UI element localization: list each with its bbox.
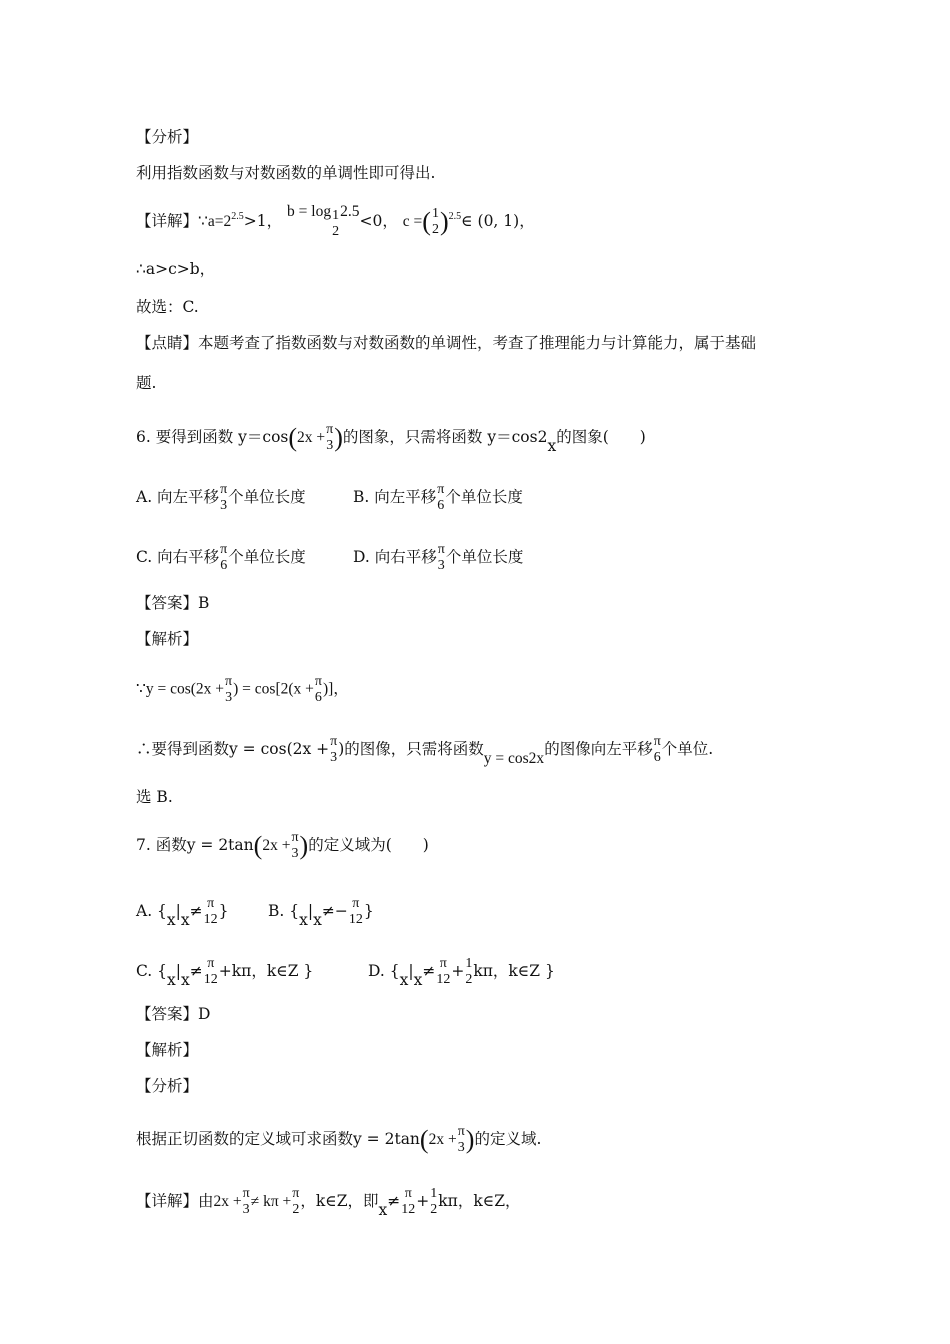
q7-option-c [136,956,313,988]
q7-d-end: kπ，k∈Z } [473,962,555,980]
question-6: 6. 要得到函数 y＝cos(2x + π 3 )的图象，只需将函数 y＝cos2x的图象( ) [136,422,646,455]
expr-b: b = log [287,203,332,220]
sol6-2-pre: ∴要得到函数y = cos(2x + [136,740,330,758]
q6-d-den: 3 [437,558,445,573]
analysis-7-text: 【分析】 [136,1077,199,1095]
sol7-1-num: π [457,1124,465,1139]
q6-c-den: 6 [220,558,228,573]
q7-den: 3 [291,846,299,861]
q7-d-neq: ≠ [422,962,436,980]
q7-stem-start: 7. 函数y = 2tan [136,836,254,854]
therefore-text: ∴a>c>b， [136,260,216,278]
q7-d-den: 12 [436,972,451,987]
q7-d-frac2 [465,956,472,988]
analysis-sentence: 利用指数函数与对数函数的单调性即可得出. [136,164,436,182]
expr-a: ∵a=2 [198,213,232,230]
sol6-2-mid2: 的图像向左平移 [544,740,653,758]
comment-text: 本题考查了指数函数与对数函数的单调性，考查了推理能力与计算能力，属于基础 [198,334,757,352]
q6-c-num: π [220,542,228,557]
sol7-2-frac2 [292,1186,299,1218]
sol6-1-mid: ) = cos[2(x + [233,680,314,698]
sol7-1-inner: 2x + [428,1131,457,1148]
q6-option-d-fraction [438,542,445,574]
q7-d-num2: 1 [465,956,473,971]
solution-6-line-2 [136,734,713,766]
therefore-line [136,258,215,280]
q6-option-d [353,542,523,574]
choose-6-text: 选 B. [136,788,173,806]
expr-b-rest: <0， [359,212,398,230]
q6-num: π [326,422,334,437]
sol7-1-pre: 根据正切函数的定义域可求函数y = 2tan [136,1130,420,1148]
log-base-num: 1 [332,208,340,223]
analysis-7 [136,1075,198,1097]
choose-text: 故选：C. [136,298,199,316]
solution-7-line-1: 根据正切函数的定义域可求函数y = 2tan(2x + π 3 )的定义域. [136,1124,542,1155]
q6-option-b-unit: 个单位长度 [445,488,523,506]
q7-d-num: π [439,956,447,971]
c-den: 2 [431,222,439,237]
log-base-fraction [332,208,339,240]
q7-b-x: x [299,911,308,929]
comment-line-2 [136,372,156,394]
q6-a-den: 3 [220,498,228,513]
expr-a-rest: >1， [243,212,283,230]
answer-6-text: 【答案】B [136,594,210,612]
sol6-2-frac2 [654,734,661,766]
q6-b-num: π [437,482,445,497]
c-fraction [432,206,439,238]
comment-label: 【点睛】 [136,334,199,352]
sol6-1-frac2 [315,674,322,706]
q6-option-a-label: A. 向左平移 [136,488,220,506]
sol6-2-den: 3 [330,750,338,765]
c-num: 1 [431,206,439,221]
detail-label: 【详解】 [136,212,199,230]
expr-c-rest: ∈ (0, 1)， [461,212,535,230]
sol7-2-x: x [378,1201,388,1219]
detail-7-label: 【详解】 [136,1192,199,1210]
q7-c-den: 12 [203,972,218,987]
q7-a-pre: A. { [136,902,167,920]
sol7-2-num2: π [292,1186,300,1201]
solution-7-line-2 [136,1186,520,1218]
q7-b-end: } [363,902,374,920]
q7-num: π [291,830,299,845]
q7-c-end: +kπ，k∈Z } [218,962,314,980]
sol7-2-mid: ≠ kπ + [250,1193,292,1210]
detail-line: 【详解】$\because a=2^{2.5}>1$， b = log 1 2 2.5<0， c =( 1 2 )$^{2.5}$∈ (0, 1)， [136,203,535,239]
q6-b-den: 6 [437,498,445,513]
sol7-2-num: π [242,1186,250,1201]
q6-option-d-unit: 个单位长度 [445,548,524,566]
sol7-2-den: 3 [242,1202,250,1217]
q6-option-b-fraction [437,482,444,514]
sol6-2-end: 个单位. [661,740,714,758]
q7-a-bar: | [175,902,181,920]
c-exp: 2.5 [448,211,462,222]
sol6-1-frac [225,674,232,706]
jiexi-7 [136,1039,198,1061]
q7-b-den: 12 [348,912,363,927]
q7-b-pre: B. { [268,902,300,920]
q7-d-x: x [399,971,409,989]
sol6-2-num2: π [653,734,661,749]
sol7-1-end: 的定义域. [474,1130,542,1148]
comment-text-2: 题. [136,374,157,392]
q7-a-num: π [207,896,215,911]
q7-c-frac [204,956,218,988]
q7-a-frac [204,896,218,928]
sol7-2-den3: 12 [401,1202,416,1217]
question-7: 7. 函数y = 2tan(2x + π 3 )的定义域为( ) [136,830,429,861]
sol7-1-frac [458,1124,465,1156]
answer-6 [136,592,209,614]
choose-line [136,296,199,318]
jiexi-6-text: 【解析】 [136,630,199,648]
q7-a-den: 12 [203,912,218,927]
q7-b-x2: x [313,911,322,929]
sol6-1-den2: 6 [314,690,322,705]
sol7-2-frac [243,1186,250,1218]
q7-c-pre: C. { [136,962,168,980]
analysis-heading [136,126,198,148]
sol6-2-frac [330,734,337,766]
q7-stem-end: 的定义域为( ) [308,836,429,854]
q7-option-a [136,896,229,928]
sol6-1-den: 3 [225,690,233,705]
q6-a-num: π [220,482,228,497]
sol7-2-pre: 由2x + [198,1193,242,1210]
sol6-2-den2: 6 [653,750,661,765]
sol7-2-num4: 1 [430,1186,438,1201]
sol6-1-num2: π [314,674,322,689]
solution-6-line-1 [136,674,349,706]
sol6-1-end: )]， [322,680,349,698]
q7-a-x2: x [180,911,190,929]
comment-line [136,332,756,354]
expr-c: c = [402,213,423,230]
q6-den: 3 [326,438,334,453]
q7-d-x2: x [413,971,423,989]
q7-c-num: π [207,956,215,971]
q7-d-den2: 2 [465,972,473,987]
sol6-2-mid: )的图像，只需将函数 [338,740,484,758]
answer-7-text: 【答案】D [136,1005,211,1023]
q6-option-c-label: C. 向右平移 [136,548,220,566]
sol7-2-frac4 [430,1186,437,1218]
q7-b-num: π [352,896,360,911]
q7-b-frac [349,896,363,928]
choose-6 [136,786,173,808]
q6-option-a [136,482,306,513]
q7-d-frac [436,956,450,988]
q7-fraction [291,830,298,862]
q7-c-x2: x [181,971,190,989]
jiexi-6 [136,628,198,650]
sol7-2-plus: + [416,1192,430,1210]
q7-b-bar: | [307,902,314,920]
q6-x: x [547,437,557,455]
q7-option-d [368,956,555,988]
q7-a-x: x [166,911,176,929]
sol7-1-den: 3 [457,1140,465,1155]
expr-a-exp: 2.5 [231,211,244,222]
q7-c-neq: ≠ [189,962,203,980]
sol7-2-mid2: ，k∈Z，即 [300,1192,379,1210]
sol6-2-num: π [330,734,338,749]
q7-d-plus: + [451,962,465,980]
q6-d-num: π [437,542,445,557]
q6-option-c [136,542,306,574]
q6-options-ab [136,482,306,514]
q7-d-pre: D. { [368,962,400,980]
q7-option-b [268,896,374,928]
q6-option-a-unit: 个单位长度 [228,488,306,506]
jiexi-7-text: 【解析】 [136,1041,199,1059]
sol7-2-neq: ≠ [387,1192,401,1210]
q7-a-neq: ≠ [189,902,203,920]
q6-stem-mid: 的图象，只需将函数 y＝cos2 [342,428,548,446]
analysis-label: 【分析】 [136,128,199,146]
q6-option-b [353,482,523,514]
sol6-1-num: π [225,674,233,689]
q6-option-c-fraction [220,542,227,574]
q7-d-bar: | [408,962,414,980]
answer-7 [136,1003,210,1025]
sol7-2-frac3 [401,1186,415,1218]
q6-option-d-label: D. 向右平移 [353,548,437,566]
q7-c-bar: | [175,962,182,980]
q7-a-end: } [218,902,229,920]
q6-fraction [326,422,333,454]
q7-inner: 2x + [262,837,291,854]
sol7-2-den4: 2 [430,1202,438,1217]
q6-option-b-label: B. 向左平移 [353,488,437,506]
q6-stem-end: 的图象( ) [556,428,646,446]
sol7-2-den2: 2 [292,1202,300,1217]
log-arg: 2.5 [340,203,360,220]
sol7-2-num3: π [404,1186,412,1201]
q7-b-neq: ≠− [321,902,348,920]
q6-stem-start: 6. 要得到函数 y＝cos [136,428,289,446]
q6-option-c-unit: 个单位长度 [228,548,306,566]
sol6-2-func: y = cos2x [483,750,545,767]
log-base-den: 2 [332,224,340,239]
q6-inner: 2x + [297,429,326,446]
analysis-text [136,162,435,184]
sol7-2-end: kπ，k∈Z， [438,1192,521,1210]
sol6-1-pre: ∵y = cos(2x + [136,680,225,698]
q6-option-a-fraction [220,482,227,514]
q7-c-x: x [167,971,176,989]
